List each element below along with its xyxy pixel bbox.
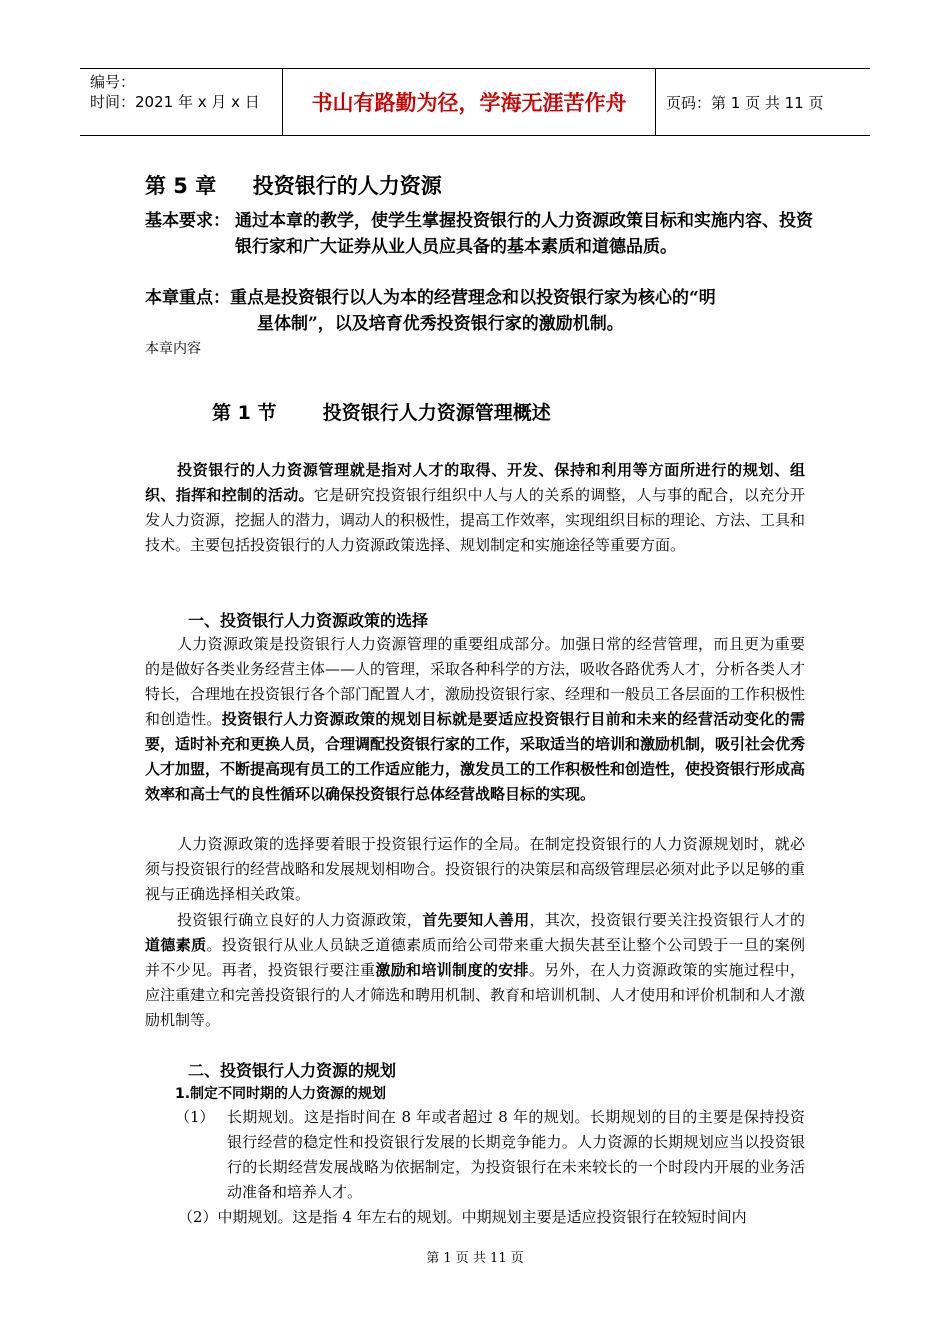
list-item-text: 长期规划。这是指时间在 8 年或者超过 8 年的规划。长期规划的目的主要是保持投资银行经营的稳定性和投资银行发展的长期竞争能力。人力资源的长期规划应当以投资银行的长期经营发展战略为依据制定，为投资银行在未来较长的一个时段内开展的业务活动准备和培养人才。 [227, 1108, 805, 1201]
requirements-text: 通过本章的教学，使学生掌握投资银行的人力资源政策目标和实施内容、投资银行家和广大证券从业人员应具备的基本素质和道德品质。 [235, 211, 813, 257]
header-meta [80, 69, 283, 135]
text-run: 投资银行确立良好的人力资源政策， [177, 911, 423, 929]
chapter-title: 第 5 章 投资银行的人力资源 [145, 174, 442, 198]
requirements-label: 基本要求： [145, 211, 230, 231]
bold-run: 道德素质 [145, 936, 207, 954]
policy-bold: 投资银行人力资源政策的规划目标就是要适应投资银行目前和未来的经营活动变化的需要，适时补充和更换人员，合理调配投资银行家的工作，采取适当的培训和激励机制，吸引社会优秀人才加盟，不断提高现有员工的工作适应能力，激发员工的工作积极性和创造性，使投资银行形成高效率和高士气的良性循环以确保投资银行总体经营战略目标的实现。 [145, 710, 806, 803]
header-motto: 书山有路勤为径，学海无涯苦作舟 [283, 69, 656, 135]
paragraph-definition [145, 458, 805, 558]
heading-planning: 二、投资银行人力资源的规划 [188, 1061, 397, 1080]
contents-label: 本章内容 [145, 341, 201, 357]
list-item-long-term [175, 1105, 805, 1205]
page-header [80, 68, 870, 136]
focus-line-1: 本章重点：重点是投资银行以人为本的经营理念和以投资银行家为核心的“明 [145, 288, 716, 308]
list-item-mid-term: （2）中期规划。这是指 4 年左右的规划。中期规划主要是适应投资银行在较短时间内 [178, 1208, 747, 1226]
heading-policy-selection: 一、投资银行人力资源政策的选择 [188, 611, 429, 630]
bold-run: 激励和培训制度的安排 [375, 961, 529, 979]
page-footer: 第 1 页 共 11 页 [426, 1251, 524, 1266]
paragraph-policy [145, 632, 805, 807]
chapter-focus [145, 285, 825, 337]
definition-rest: 它是研究投资银行组织中人与人的关系的调整，人与事的配合，以充分开发人力资源，挖掘人的潜力，调动人的积极性，提高工作效率，实现组织目标的理论、方法、工具和技术。主要包括投资银行的人力资源政策选择、规划制定和实施途径等重要方面。 [145, 486, 806, 554]
paragraph-policy-global: 人力资源政策的选择要着眼于投资银行运作的全局。在制定投资银行的人力资源规划时，就必须与投资银行的经营战略和发展规划相吻合。投资银行的决策层和高级管理层必须对此予以足够的重视与正确选择相关政策。 [145, 835, 806, 903]
subheading-periods: 1.制定不同时期的人力资源的规划 [175, 1086, 387, 1102]
section-title: 第 1 节 投资银行人力资源管理概述 [212, 402, 551, 424]
text-run: ，其次，投资银行要关注投资银行人才的 [529, 911, 805, 929]
paragraph-policy-establish [145, 908, 805, 1033]
definition-bold: 投资银行的人力资源管理就是指对人才的取得、开发、保持和利用等方面所进行的规划、组织、指挥和控制的活动。 [145, 461, 805, 504]
text-run: 。投资银行从业人员缺乏道德素质而给公司带来重大损失甚至让整个公司毁于一旦的案例并不少见。再者，投资银行要注重 [145, 936, 805, 979]
bold-run: 首先要知人善用 [422, 911, 530, 929]
focus-line-2: 星体制”，以及培育优秀投资银行家的激励机制。 [257, 314, 624, 334]
list-item-number: （1） [175, 1108, 215, 1126]
code-label: 编号： [90, 73, 136, 91]
text-run: 。另外，在人力资源政策的实施过程中，应注重建立和完善投资银行的人才筛选和聘用机制、教育和培训机制、人才使用和评价机制和人才激励机制等。 [145, 961, 806, 1029]
header-page-info: 页码：第 1 页 共 11 页 [666, 93, 824, 112]
date-label: 时间：2021 年 x 月 x 日 [90, 93, 260, 111]
requirements [145, 208, 825, 260]
policy-normal: 人力资源政策是投资银行人力资源管理的重要组成部分。加强日常的经营管理，而且更为重要的是做好各类业务经营主体——人的管理，采取各种科学的方法，吸收各路优秀人才，分析各类人才特长，合理地在投资银行各个部门配置人才，激励投资银行家、经理和一般员工各层面的工作积极性和创造性。 [145, 635, 806, 728]
